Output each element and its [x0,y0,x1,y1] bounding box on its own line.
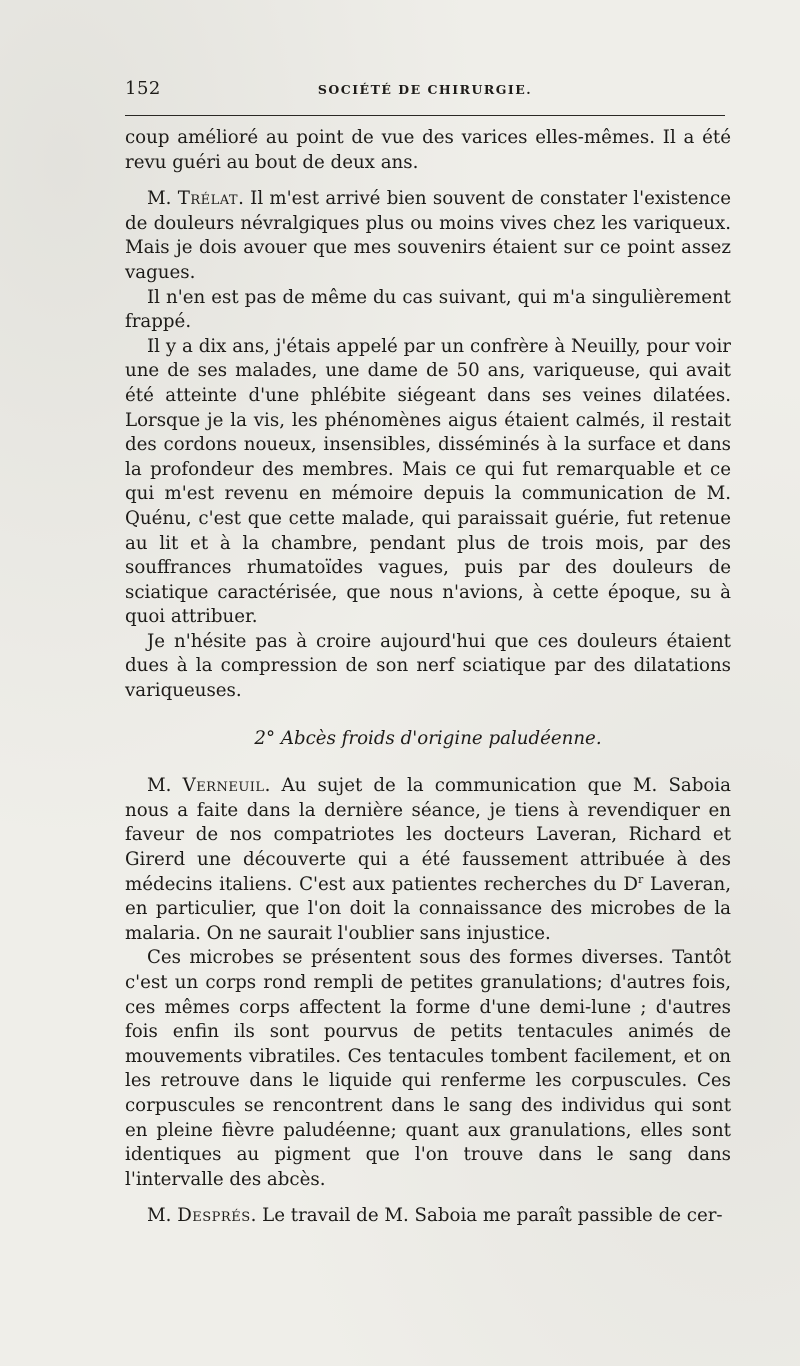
speaker-name: Verneuil [182,775,265,797]
speaker-name: Després [177,1205,251,1227]
paragraph-text: Laveran, en particulier, que l'on doit la connaissance des microbes de la malaria. On ne saurait l'oublier sans injustice. [125,873,731,944]
paragraph-verneuil [125,774,731,946]
page-number: 152 [125,78,161,99]
speaker-prefix: M. [147,188,178,210]
speaker-name: Trélat [177,188,239,210]
speaker-prefix: M. [147,775,183,797]
paragraph-text: . Au sujet de la communication que M. Saboia nous a faite dans la dernière séance, je tiens à revendiquer en faveur de nos compatriotes les docteurs Laveran, Richard et Girerd une découverte qui a été faussement attribuée à des médecins italiens. C'est aux patientes recherches du D [125,775,731,895]
page-header [125,78,725,100]
paragraph: Je n'hésite pas à croire aujourd'hui que ces douleurs étaient dues à la compression de son nerf sciatique par des dilatations variqueuses. [125,630,731,702]
paragraph-despres [125,1204,731,1229]
paragraph-text: . Il m'est arrivé bien souvent de constater l'existence de douleurs névralgiques plus ou moins vives chez les variqueux. Mais je dois avouer que mes souvenirs étaient sur ce point assez vagues. [125,188,732,283]
header-rule [125,115,725,116]
paragraph: Il n'en est pas de même du cas suivant, qui m'a singulièrement frappé. [125,286,731,333]
paragraph-continuation: coup amélioré au point de vue des varices elles-mêmes. Il a été revu guéri au bout de deux ans. [125,127,731,173]
speaker-prefix: M. [147,1205,178,1227]
running-title: SOCIÉTÉ DE CHIRURGIE. [317,82,533,97]
section-heading: 2° Abcès froids d'origine paludéenne. [254,727,602,749]
paragraph: Ces microbes se présentent sous des formes diverses. Tantôt c'est un corps rond rempli de petites granulations; d'autres fois, ces mêmes corps affectent la forme d'une demi-lune ; d'autres fois enfin ils sont pourvus de petits tentacules animés de mouvements vibratiles. Ces tentacules tombent facilement, et on les retrouve dans le liquide qui renferme les corpuscules. Ces corpuscules se rencontrent dans le sang des individus qui sont en pleine fièvre paludéenne; quant aux granulations, elles sont identiques au pigment que l'on trouve dans le sang dans l'intervalle des abcès. [125,947,731,1190]
paragraph-text: . Le travail de M. Saboia me paraît passible de cer- [250,1205,723,1227]
paragraph-trelat [125,187,731,285]
paragraph: Il y a dix ans, j'étais appelé par un confrère à Neuilly, pour voir une de ses malades, une dame de 50 ans, variqueuse, qui avait été atteinte d'une phlébite siégeant dans ses veines dilatées. Lorsque je la vis, les phénomènes aigus étaient calmés, il restait des cordons noueux, insensibles, disséminés à la surface et dans la profondeur des membres. Mais ce qui fut remarquable et ce qui m'est revenu en mémoire depuis la communication de M. Quénu, c'est que cette malade, qui paraissait guérie, fut retenue au lit et à la chambre, pendant plus de trois mois, par des souffrances rhumatoïdes vagues, puis par des douleurs de sciatique caractérisée, que nous n'avions, à cette époque, su à quoi attribuer. [125,335,731,628]
body-text [125,126,731,1229]
superscript: r [638,872,644,886]
